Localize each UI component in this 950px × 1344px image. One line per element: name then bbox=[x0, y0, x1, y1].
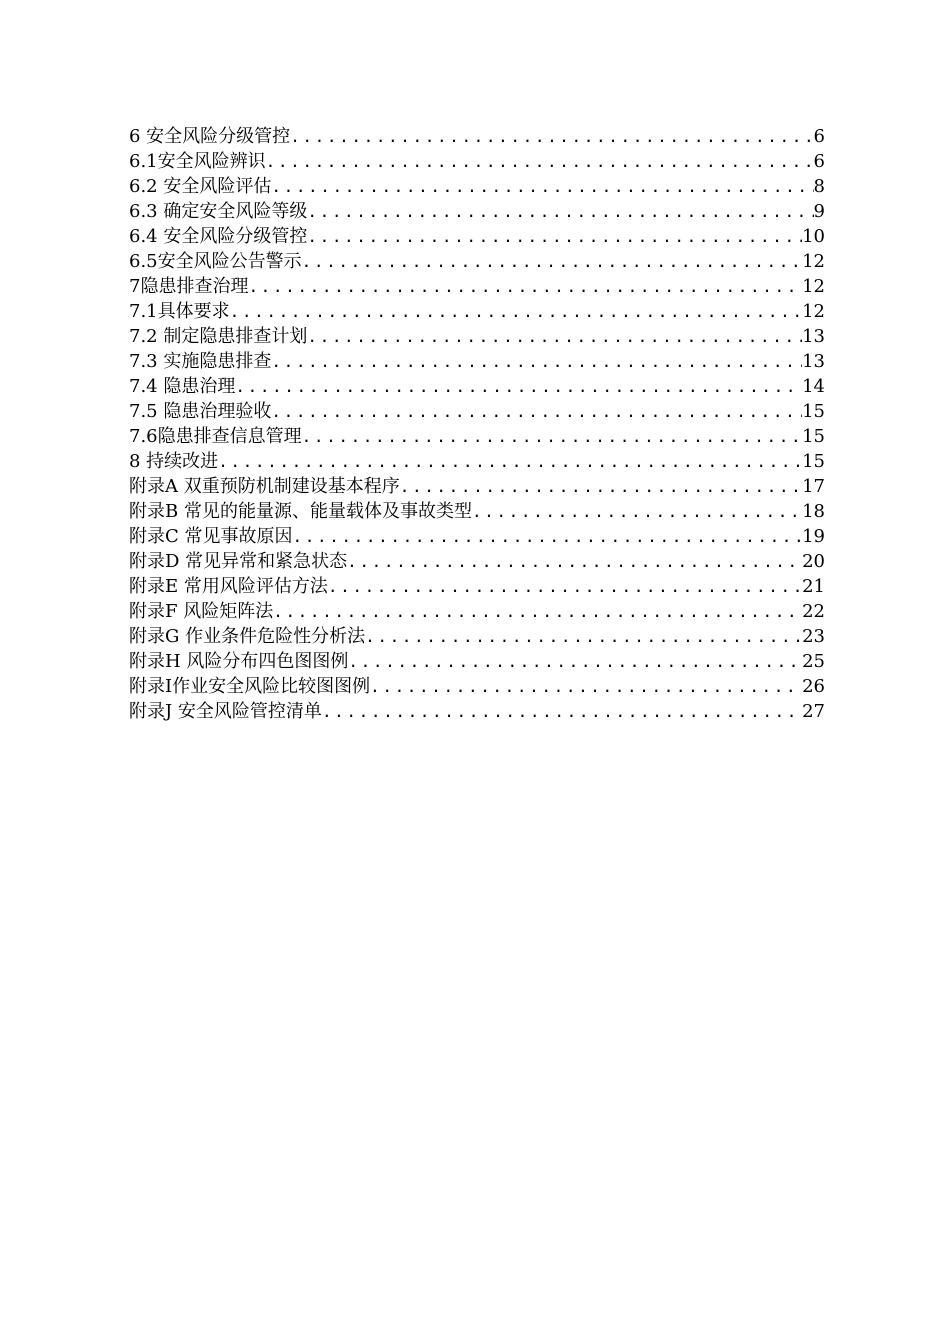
toc-dot-leader bbox=[271, 349, 802, 374]
toc-page-number: 19 bbox=[802, 526, 825, 547]
toc-dot-leader bbox=[322, 699, 802, 724]
toc-dot-leader bbox=[302, 249, 802, 274]
toc-page-number: 26 bbox=[802, 676, 825, 697]
toc-page-number: 10 bbox=[802, 226, 825, 247]
toc-entry-title: 附录I作业安全风险比较图图例 bbox=[129, 676, 371, 697]
toc-entry[interactable] bbox=[129, 274, 825, 299]
toc-dot-leader bbox=[273, 599, 802, 624]
toc-entry-title: 7.3 实施隐患排查 bbox=[129, 351, 272, 372]
toc-entry[interactable] bbox=[129, 474, 825, 499]
toc-entry[interactable] bbox=[129, 399, 825, 424]
toc-page-number: 13 bbox=[802, 351, 825, 372]
toc-entry[interactable] bbox=[129, 574, 825, 599]
toc-page-number: 20 bbox=[802, 551, 825, 572]
toc-dot-leader bbox=[307, 224, 802, 249]
toc-dot-leader bbox=[230, 299, 802, 324]
toc-entry-title: 附录D 常见异常和紧急状态 bbox=[129, 551, 348, 572]
toc-page-number: 9 bbox=[813, 201, 825, 222]
toc-entry-title: 附录G 作业条件危险性分析法 bbox=[129, 626, 366, 647]
toc-entry[interactable] bbox=[129, 249, 825, 274]
toc-entry-title: 7.1具体要求 bbox=[129, 301, 230, 322]
toc-entry-title: 附录H 风险分布四色图图例 bbox=[129, 651, 349, 672]
toc-entry[interactable] bbox=[129, 374, 825, 399]
toc-entry-title: 8 持续改进 bbox=[129, 451, 219, 472]
toc-dot-leader bbox=[370, 674, 802, 699]
toc-entry-title: 附录J 安全风险管控清单 bbox=[129, 701, 322, 722]
toc-page-number: 8 bbox=[813, 176, 825, 197]
toc-entry[interactable] bbox=[129, 124, 825, 149]
toc-entry-title: 附录F 风险矩阵法 bbox=[129, 601, 274, 622]
toc-entry-title: 附录B 常见的能量源、能量载体及事故类型 bbox=[129, 501, 472, 522]
toc-entry-title: 7.5 隐患治理验收 bbox=[129, 401, 272, 422]
toc-page-number: 14 bbox=[802, 376, 825, 397]
toc-dot-leader bbox=[472, 499, 802, 524]
toc-entry[interactable] bbox=[129, 449, 825, 474]
toc-entry-title: 7.6隐患排查信息管理 bbox=[129, 426, 302, 447]
toc-entry[interactable] bbox=[129, 349, 825, 374]
toc-entry[interactable] bbox=[129, 199, 825, 224]
toc-entry-title: 6.2 安全风险评估 bbox=[129, 176, 272, 197]
toc-entry[interactable] bbox=[129, 699, 825, 724]
toc-entry-title: 附录A 双重预防机制建设基本程序 bbox=[129, 476, 400, 497]
toc-page-number: 15 bbox=[802, 451, 825, 472]
toc-entry-title: 7.2 制定隐患排查计划 bbox=[129, 326, 308, 347]
toc-page-number: 15 bbox=[802, 426, 825, 447]
toc-entry[interactable] bbox=[129, 549, 825, 574]
toc-dot-leader bbox=[235, 374, 802, 399]
toc-page-number: 12 bbox=[802, 301, 825, 322]
toc-entry-title: 7.4 隐患治理 bbox=[129, 376, 236, 397]
toc-entry[interactable] bbox=[129, 499, 825, 524]
toc-page-number: 18 bbox=[802, 501, 825, 522]
toc-entry[interactable] bbox=[129, 649, 825, 674]
toc-dot-leader bbox=[290, 124, 813, 149]
toc-dot-leader bbox=[271, 174, 813, 199]
toc-entry[interactable] bbox=[129, 524, 825, 549]
toc-entry-title: 6.1安全风险辨识 bbox=[129, 151, 266, 172]
toc-dot-leader bbox=[307, 199, 813, 224]
toc-page-number: 13 bbox=[802, 326, 825, 347]
toc-entry[interactable] bbox=[129, 324, 825, 349]
toc-dot-leader bbox=[302, 424, 802, 449]
toc-page-number: 12 bbox=[802, 251, 825, 272]
toc-dot-leader bbox=[348, 649, 802, 674]
toc-page-number: 27 bbox=[802, 701, 825, 722]
toc-entry[interactable] bbox=[129, 599, 825, 624]
toc-entry-title: 附录E 常用风险评估方法 bbox=[129, 576, 328, 597]
toc-dot-leader bbox=[271, 399, 802, 424]
toc-page-number: 12 bbox=[802, 276, 825, 297]
toc-page-number: 15 bbox=[802, 401, 825, 422]
toc-dot-leader bbox=[347, 549, 802, 574]
table-of-contents bbox=[129, 124, 825, 724]
toc-entry-title: 7隐患排查治理 bbox=[129, 276, 249, 297]
toc-page-number: 6 bbox=[813, 126, 825, 147]
toc-entry-title: 6.4 安全风险分级管控 bbox=[129, 226, 308, 247]
toc-dot-leader bbox=[218, 449, 802, 474]
toc-entry[interactable] bbox=[129, 624, 825, 649]
toc-dot-leader bbox=[365, 624, 802, 649]
toc-entry-title: 6 安全风险分级管控 bbox=[129, 126, 291, 147]
toc-entry-title: 6.5安全风险公告警示 bbox=[129, 251, 302, 272]
toc-entry-title: 6.3 确定安全风险等级 bbox=[129, 201, 308, 222]
toc-page-number: 22 bbox=[802, 601, 825, 622]
toc-page-number: 23 bbox=[802, 626, 825, 647]
toc-entry[interactable] bbox=[129, 224, 825, 249]
toc-dot-leader bbox=[248, 274, 802, 299]
toc-page-number: 6 bbox=[813, 151, 825, 172]
toc-page-number: 21 bbox=[802, 576, 825, 597]
toc-entry[interactable] bbox=[129, 299, 825, 324]
toc-dot-leader bbox=[307, 324, 802, 349]
toc-entry[interactable] bbox=[129, 424, 825, 449]
toc-dot-leader bbox=[293, 524, 803, 549]
toc-entry-title: 附录C 常见事故原因 bbox=[129, 526, 293, 547]
toc-page-number: 25 bbox=[802, 651, 825, 672]
toc-dot-leader bbox=[328, 574, 802, 599]
toc-entry[interactable] bbox=[129, 149, 825, 174]
toc-dot-leader bbox=[266, 149, 814, 174]
toc-entry[interactable] bbox=[129, 174, 825, 199]
toc-dot-leader bbox=[400, 474, 802, 499]
toc-page-number: 17 bbox=[802, 476, 825, 497]
toc-entry[interactable] bbox=[129, 674, 825, 699]
